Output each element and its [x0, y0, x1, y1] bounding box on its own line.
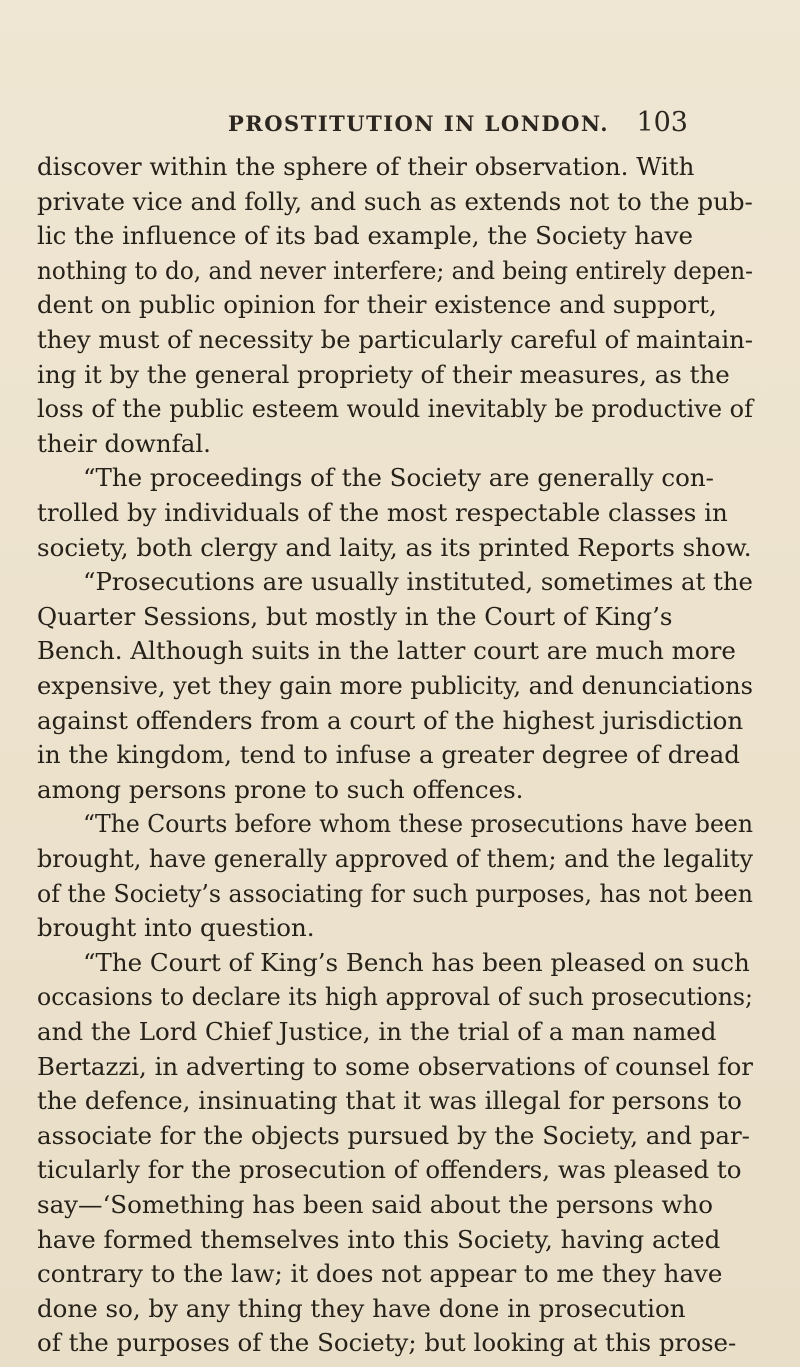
- text-line: trolled by individuals of the most respectable classes in: [37, 498, 728, 527]
- text-line: have formed themselves into this Society, having acted: [37, 1224, 721, 1254]
- text-line: society, both clergy and laity, as its printed Reports show.: [37, 532, 752, 562]
- text-line: “The Courts before whom these prosecutions have been: [83, 809, 753, 839]
- text-line: the defence, insinuating that it was illegal for persons to: [37, 1086, 742, 1116]
- text-line: associate for the objects pursued by the Society, and par-: [37, 1120, 750, 1150]
- text-line: and the Lord Chief Justice, in the trial of a man named: [37, 1017, 717, 1046]
- text-line: occasions to declare its high approval of such prosecutions;: [37, 982, 753, 1012]
- text-line: among persons prone to such offences.: [37, 774, 524, 804]
- text-line: Bench. Although suits in the latter court are much more: [37, 636, 736, 666]
- page-number: 103: [636, 107, 688, 138]
- running-title: PROSTITUTION IN LONDON.: [228, 111, 610, 136]
- text-line: expensive, yet they gain more publicity, and denunciations: [37, 671, 753, 700]
- text-line: say—‘Something has been said about the persons who: [37, 1190, 713, 1219]
- text-line: “Prosecutions are usually instituted, sometimes at the: [83, 567, 753, 597]
- text-line: dent on public opinion for their existence and support,: [37, 290, 717, 320]
- text-line: Bertazzi, in adverting to some observations of counsel for: [37, 1051, 753, 1081]
- text-line: of the Society’s associating for such purposes, has not been: [37, 878, 753, 908]
- text-line: “The proceedings of the Society are generally con-: [83, 463, 714, 493]
- text-line: “The Court of King’s Bench has been pleased on such: [83, 947, 750, 977]
- text-line: private vice and folly, and such as extends not to the pub-: [37, 186, 753, 216]
- text-line: discover within the sphere of their observation. With: [37, 152, 695, 181]
- text-line: their downfal.: [37, 428, 211, 458]
- text-line: loss of the public esteem would inevitably be productive of: [37, 394, 754, 424]
- text-line: ticularly for the prosecution of offenders, was pleased to: [37, 1155, 742, 1185]
- text-line: against offenders from a court of the highest jurisdiction: [37, 705, 744, 735]
- text-line: brought into question.: [37, 913, 315, 943]
- text-line: they must of necessity be particularly careful of maintain-: [37, 325, 754, 354]
- text-line: Quarter Sessions, but mostly in the Court of King’s: [37, 601, 673, 631]
- text-line: lic the influence of its bad example, the Society have: [37, 221, 693, 251]
- text-line: done so, by any thing they have done in prosecution: [37, 1293, 686, 1323]
- text-line: brought, have generally approved of them; and the legality: [37, 844, 753, 873]
- text-line: in the kingdom, tend to infuse a greater degree of dread: [37, 740, 740, 770]
- text-line: contrary to the law; it does not appear to me they have: [37, 1259, 723, 1289]
- text-line: ing it by the general propriety of their measures, as the: [37, 359, 730, 389]
- text-line: nothing to do, and never interfere; and being entirely depen-: [37, 255, 753, 285]
- text-line: of the purposes of the Society; but looking at this prose-: [37, 1328, 737, 1358]
